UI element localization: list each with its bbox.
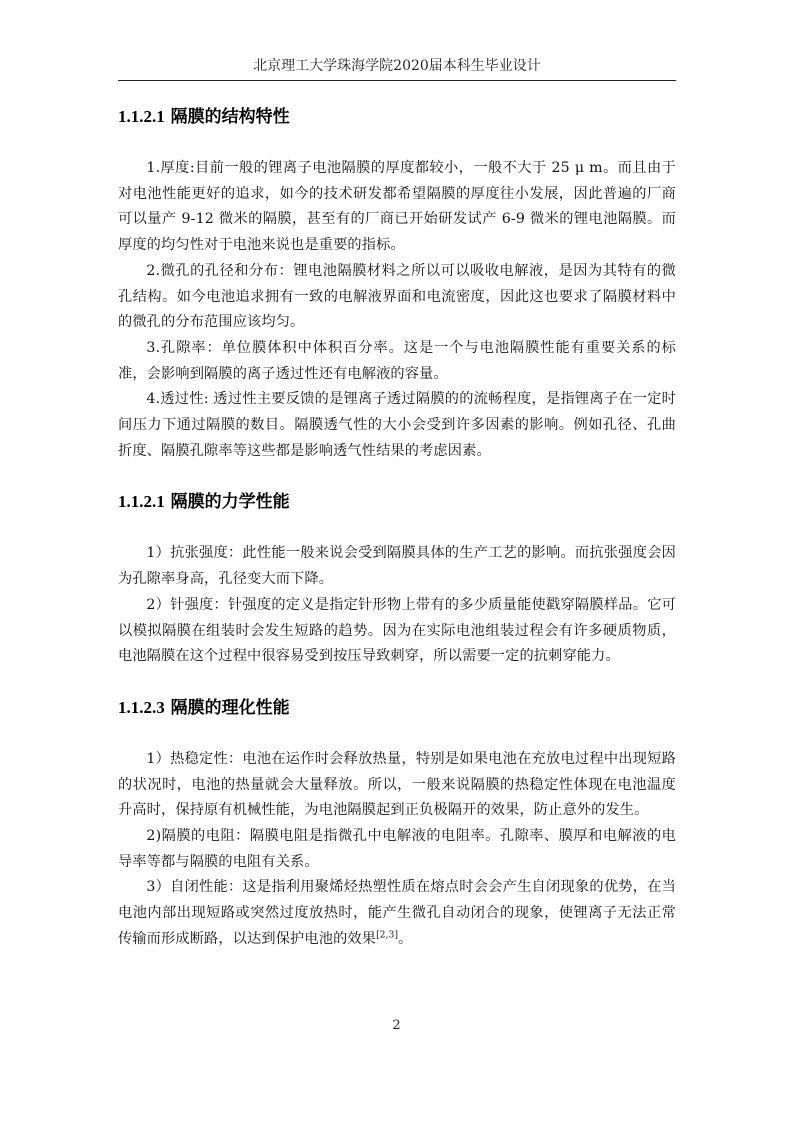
paragraph-text: 3）自闭性能：这是指利用聚烯烃热塑性质在熔点时会会产生自闭现象的优势，在当电池内部出现短路或突然过度放热时，能产生微孔自动闭合的现象，使锂离子无法正常传输而形成断路，以达到保护电池的效果 xyxy=(118,879,676,947)
citation-reference[interactable]: [2,3] xyxy=(376,930,399,941)
page-content xyxy=(118,100,676,953)
paragraph: 1）热稳定性：电池在运作时会释放热量，特别是如果电池在充放电过程中出现短路的状况时，电池的热量就会大量释放。所以，一般来说隔膜的热稳定性体现在电池温度升高时，保持原有机械性能，为电池隔膜起到正负极隔开的效果，防止意外的发生。 xyxy=(118,750,676,819)
paragraph: 2.微孔的孔径和分布：锂电池隔膜材料之所以可以吸收电解液，是因为其特有的微孔结构。如今电池追求拥有一致的电解液界面和电流密度，因此这也要求了隔膜材料中的微孔的分布范围应该均匀。 xyxy=(118,262,676,331)
section-heading xyxy=(118,489,676,515)
section-title-text: 隔膜的力学性能 xyxy=(170,492,290,513)
page-number: 2 xyxy=(392,1018,401,1033)
section-body xyxy=(118,747,676,953)
paragraph: 2)隔膜的电阻：隔膜电阻是指微孔中电解液的电阻率。孔隙率、膜厚和电解液的电导率等都与隔膜的电阻有关系。 xyxy=(118,828,676,870)
section-body xyxy=(118,156,676,464)
section-title-text: 隔膜的理化性能 xyxy=(170,697,290,718)
section-number: 1.1.2.3 xyxy=(118,697,165,717)
running-header: 北京理工大学珠海学院2020届本科生毕业设计 xyxy=(253,58,541,74)
section-title-text: 隔膜的结构特性 xyxy=(170,107,290,127)
paragraph: 4.透过性: 透过性主要反馈的是锂离子透过隔膜的的流畅程度，是指锂离子在一定时间压力下通过隔膜的数目。隔膜透气性的大小会受到许多因素的影响。例如孔径、孔曲折度、隔膜孔隙率等这些都是影响透气性结果的考虑因素。 xyxy=(118,391,676,459)
header-rule xyxy=(118,80,676,81)
paragraph xyxy=(118,875,676,952)
section-number: 1.1.2.1 xyxy=(118,107,165,126)
section-body xyxy=(118,541,676,670)
section-heading xyxy=(118,695,676,721)
paragraph: 1）抗张强度：此性能一般来说会受到隔膜具体的生产工艺的影响。而抗张强度会因为孔隙率身高，孔径变大而下降。 xyxy=(118,545,676,588)
section-heading xyxy=(118,104,676,130)
sentence-end: 。 xyxy=(398,930,413,947)
section-number: 1.1.2.1 xyxy=(118,492,165,512)
paragraph: 3.孔隙率：单位膜体积中体积百分率。这是一个与电池隔膜性能有重要关系的标准，会影响到隔膜的离子透过性还有电解液的容量。 xyxy=(118,339,676,382)
paragraph: 1.厚度:目前一般的锂离子电池隔膜的厚度都较小，一般不大于 25 μ m。而且由于对电池性能更好的追求，如今的技术研发都希望隔膜的厚度往小发展，因此普遍的厂商可以量产 9-12 微米的隔膜，甚至有的厂商已开始研发试产 6-9 微米的锂电池隔膜。而厚度的均匀性对于电池来说也是重要的指标。 xyxy=(118,160,676,254)
paragraph: 2）针强度：针强度的定义是指定针形物上带有的多少质量能使戳穿隔膜样品。它可以模拟隔膜在组装时会发生短路的趋势。因为在实际电池组装过程会有许多硬质物质，电池隔膜在这个过程中很容易受到按压导致刺穿，所以需要一定的抗刺穿能力。 xyxy=(118,596,676,665)
